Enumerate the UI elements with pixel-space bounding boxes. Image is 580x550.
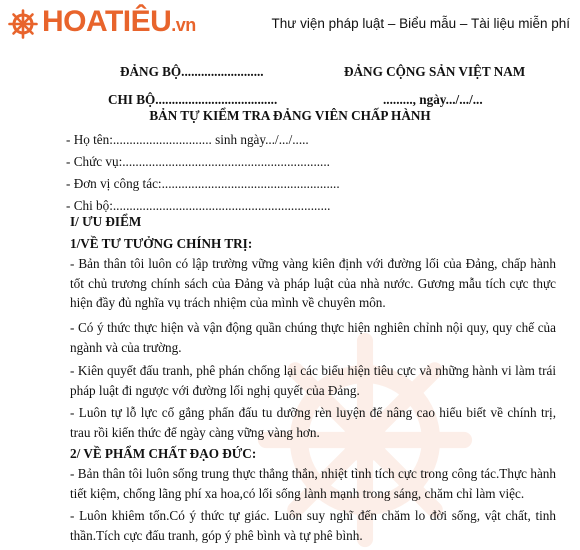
paragraph: - Bản thân tôi luôn có lập trường vững vàng kiên định với đường lối của Đảng, chấp hành tốt chủ trương chính sách của Đảng và pháp luật của nhà nước. Gương mẫu tích cực thực hiện đầy đủ nghĩa vụ trách nhiệm của mình về chuyên môn. bbox=[70, 256, 556, 310]
paragraph: - Luôn khiêm tốn.Có ý thức tự giác. Luôn suy nghĩ đến chăm lo đời sống, vật chất, tinh thần.Tích cực đấu tranh, góp ý phê bình và tự phê bình. bbox=[70, 508, 556, 543]
field-chi-bo: - Chi bộ:.................................................................. bbox=[66, 198, 331, 213]
ship-wheel-icon bbox=[8, 9, 38, 39]
dang-bo-line: ĐẢNG BỘ......................... bbox=[120, 64, 264, 79]
section-heading-uu-diem: I/ ƯU ĐIỂM bbox=[70, 214, 142, 229]
field-don-vi: - Đơn vị công tác:...................................................... bbox=[66, 176, 340, 191]
subheading-tu-tuong: 1/VỀ TƯ TƯỞNG CHÍNH TRỊ: bbox=[70, 236, 253, 251]
paragraph: - Kiên quyết đấu tranh, phê phán chống lại các biểu hiện tiêu cực và những hành vi làm trái pháp luật đi ngược với đường lối nghị quyết của Đảng. bbox=[70, 363, 556, 398]
field-ho-ten: - Họ tên:.............................. sinh ngày.../.../..... bbox=[66, 132, 309, 147]
dang-name: ĐẢNG CỘNG SẢN VIỆT NAM bbox=[344, 64, 526, 79]
site-header bbox=[0, 0, 580, 44]
logo-text: HOATIÊU.vn bbox=[42, 5, 196, 38]
chi-bo-line: CHI BỘ..................................... bbox=[108, 92, 278, 107]
site-logo[interactable] bbox=[8, 6, 196, 41]
field-chuc-vu: - Chức vụ:............................................................... bbox=[66, 154, 330, 169]
paragraph: - Luôn tự lỗ lực cố gắng phấn đấu tu dưỡng rèn luyện để nâng cao hiểu biết về chính trị, trau rồi kiến thức để ngày càng vững vàng hơn. bbox=[70, 405, 556, 440]
document-title: BẢN TỰ KIỂM TRA ĐẢNG VIÊN CHẤP HÀNH bbox=[149, 108, 431, 123]
subheading-pham-chat: 2/ VỀ PHẨM CHẤT ĐẠO ĐỨC: bbox=[70, 446, 257, 461]
date-line: ........., ngày.../.../... bbox=[383, 92, 483, 107]
paragraph: - Có ý thức thực hiện và vận động quần chúng thực hiện nghiên chỉnh nội quy, quy chế của ngành và của trường. bbox=[70, 320, 556, 355]
site-tagline: Thư viện pháp luật – Biểu mẫu – Tài liệu miễn phí bbox=[271, 16, 570, 31]
paragraph: - Bản thân tôi luôn sống trung thực thẳng thắn, nhiệt tình tích cực trong công tác.Thực hành tiết kiệm, chống lãng phí xa hoa,có lối sống lành mạnh trong sáng, chăm chỉ làm việc. bbox=[70, 466, 556, 501]
